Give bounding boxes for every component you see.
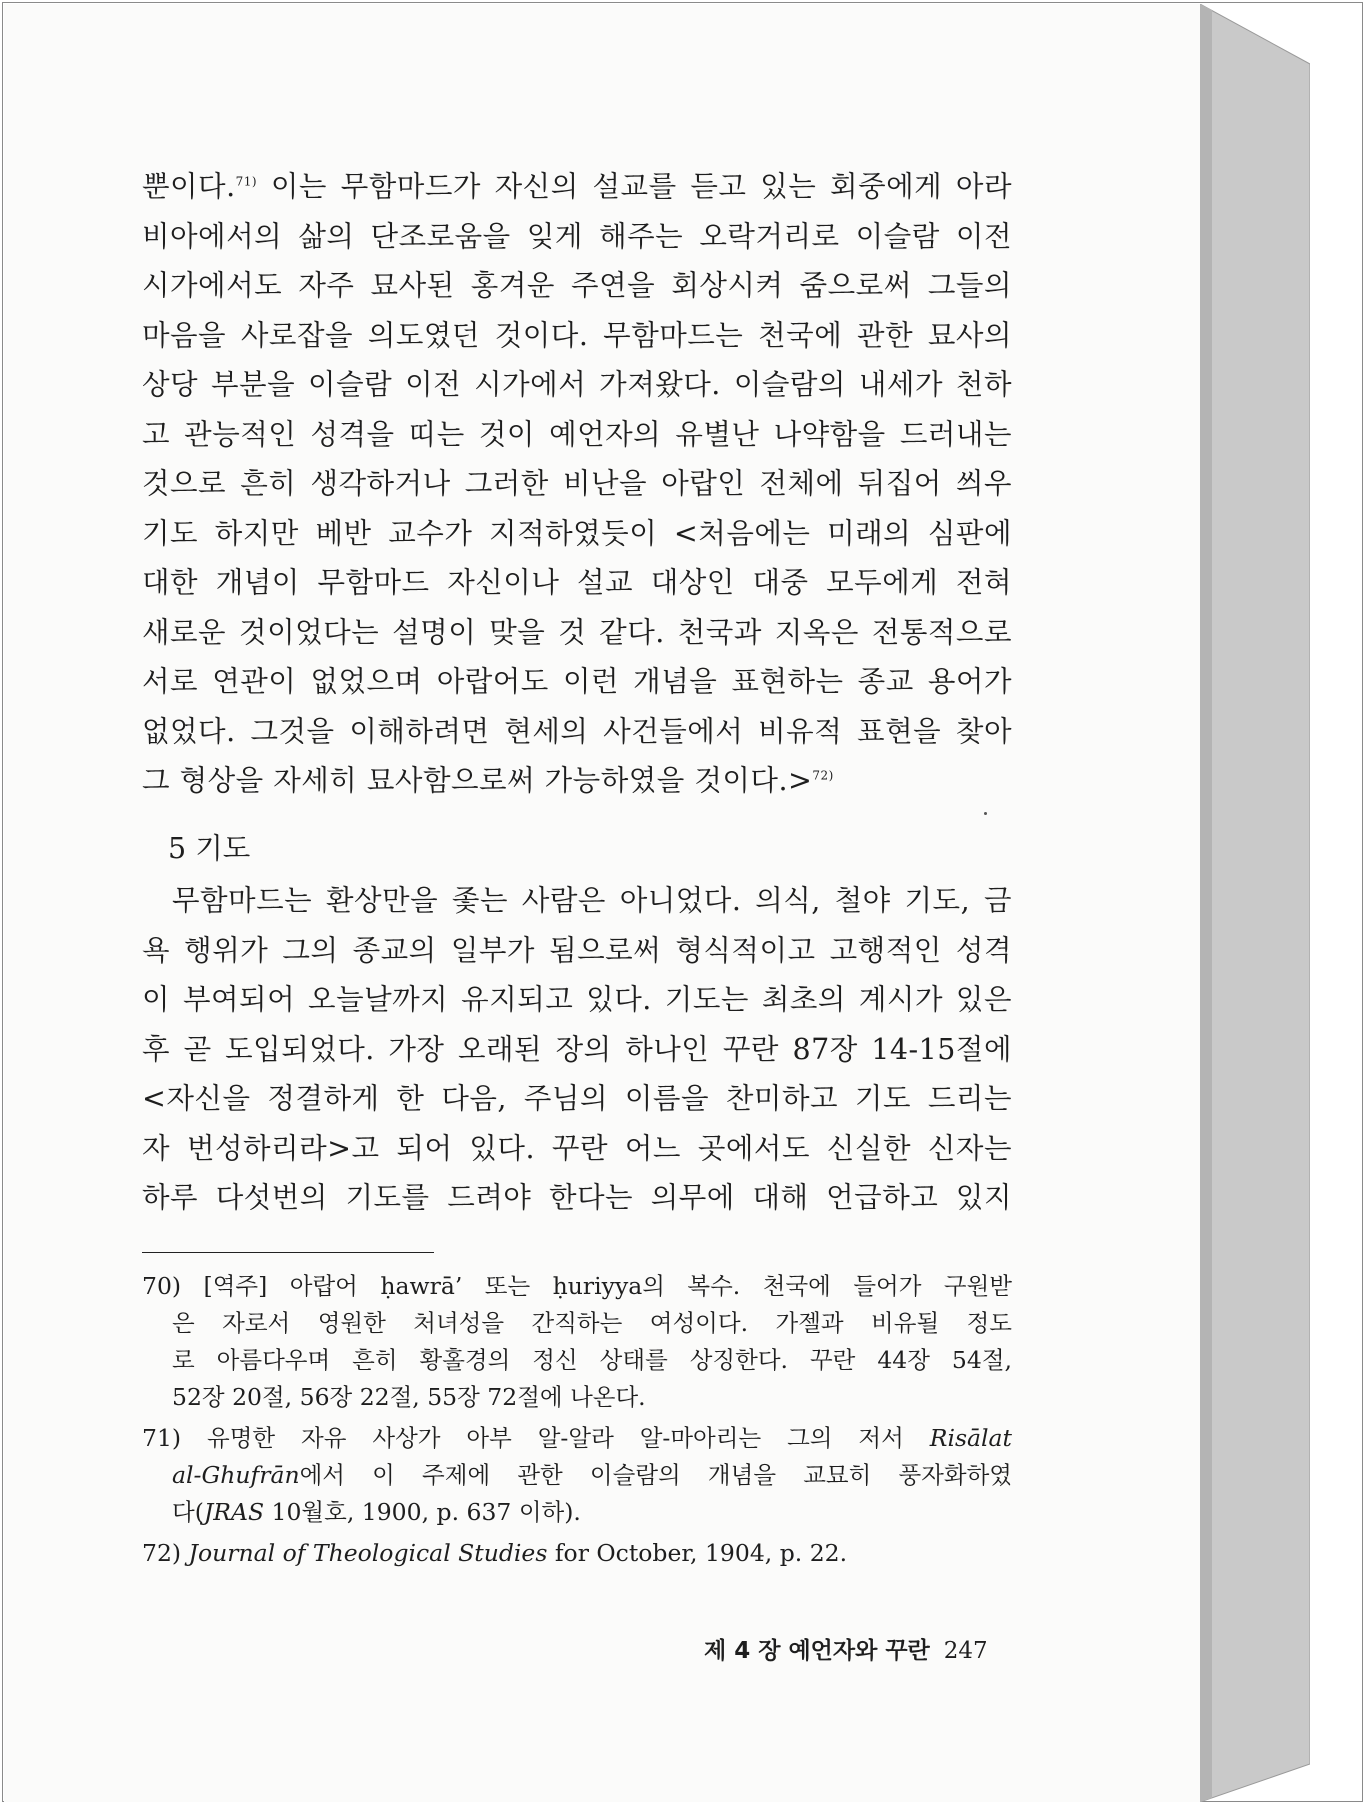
footnote-ref: 72) [812,768,834,783]
footnote-line: 72) Journal of Theological Studies for October, 1904, p. 22. [142,1539,848,1567]
text-line: 기도 하지만 베반 교수가 지적하였듯이 <처음에는 미래의 심판에 [142,516,1012,550]
page-number: 247 [943,1638,988,1664]
text-line: 시가에서도 자주 묘사된 홍겨운 주연을 회상시켜 줌으로써 그들의 [142,269,1012,302]
text-line: 없었다. 그것을 이해하려면 현세의 사건들에서 비유적 표현을 찾아 [142,714,1012,748]
footnote-70 [142,1268,1012,1416]
footnote-line: 71) 유명한 자유 사상가 아부 알-알라 알-마아리는 그의 저서 Risālat [142,1424,1012,1452]
text-line: 서로 연관이 없었으며 아랍어도 이런 개념을 표현하는 종교 용어가 [142,665,1012,698]
text-line: 뿐이다.$^{71)}$ 이는 무함마드가 자신의 설교를 듣고 있는 회중에게 아라 [142,170,1012,203]
section-heading: 5 기도 [168,832,251,865]
text-line: 상당 부분을 이슬람 이전 시가에서 가져왔다. 이슬람의 내세가 천하 [142,368,1012,401]
text-line: 자 번성하리라>고 되어 있다. 꾸란 어느 곳에서도 신실한 신자는 [142,1131,1012,1165]
footnote-71 [142,1420,1012,1531]
text-line: 대한 개념이 무함마드 자신이나 설교 대상인 대중 모두에게 전혀 [142,566,1012,599]
footnote-rule [142,1252,434,1253]
footnote-line: 70) [역주] 아랍어 ḥawrā’ 또는 ḥuriyya의 복수. 천국에 들어가 구원받 [142,1272,1012,1300]
running-footer [704,1632,988,1665]
paragraph-1 [142,162,1012,806]
text-line: 고 관능적인 성격을 띠는 것이 예언자의 유별난 나약함을 드러내는 [142,417,1012,451]
text-line: 것으로 흔히 생각하거나 그러한 비난을 아랍인 전체에 뒤집어 씌우 [142,467,1012,500]
text-line: 하루 다섯번의 기도를 드려야 한다는 의무에 대해 언급하고 있지 [142,1181,1012,1214]
book-page [4,4,1200,1802]
text-line: 마음을 사로잡을 의도였던 것이다. 무함마드는 천국에 관한 묘사의 [142,318,1012,352]
chapter-title: 제 4 장 예언자와 꾸란 [704,1638,930,1664]
footnote-line: 52장 20절, 56장 22절, 55장 72절에 나온다. [172,1383,646,1411]
text-line: <자신을 정결하게 한 다음, 주님의 이름을 찬미하고 기도 드리는 [142,1082,1012,1115]
text-line: 그 형상을 자세히 묘사함으로써 가능하였을 것이다.>$^{72)}$ [142,764,834,797]
text-line: 무함마드는 환상만을 좇는 사람은 아니었다. 의식, 철야 기도, 금 [172,884,1012,917]
text-line: 이 부여되어 오늘날까지 유지되고 있다. 기도는 최초의 계시가 있은 [142,983,1012,1016]
scan-speck [984,812,987,815]
footnote-72 [142,1535,1012,1572]
footnote-line: al-Ghufrān에서 이 주제에 관한 이슬람의 개념을 교묘히 풍자화하였 [172,1461,1012,1489]
paragraph-2 [142,876,1012,1223]
footnote-line: 로 아름다우며 흔히 황홀경의 정신 상태를 상징한다. 꾸란 44장 54절, [172,1346,1012,1374]
text-line: 후 곧 도입되었다. 가장 오래된 장의 하나인 꾸란 87장 14-15절에 [142,1032,1012,1066]
book-spine [1200,4,1310,1802]
text-line: 새로운 것이었다는 설명이 맞을 것 같다. 천국과 지옥은 전통적으로 [142,615,1012,649]
footnotes [142,1268,1012,1576]
text-line: 비아에서의 삶의 단조로움을 잊게 해주는 오락거리로 이슬람 이전 [142,219,1012,253]
text-line: 욕 행위가 그의 종교의 일부가 됨으로써 형식적이고 고행적인 성격 [142,933,1012,967]
footnote-ref: 71) [235,174,258,189]
footnote-line: 다(JRAS 10월호, 1900, p. 637 이하). [172,1498,581,1526]
footnote-line: 은 자로서 영원한 처녀성을 간직하는 여성이다. 가젤과 비유될 정도 [172,1309,1012,1337]
